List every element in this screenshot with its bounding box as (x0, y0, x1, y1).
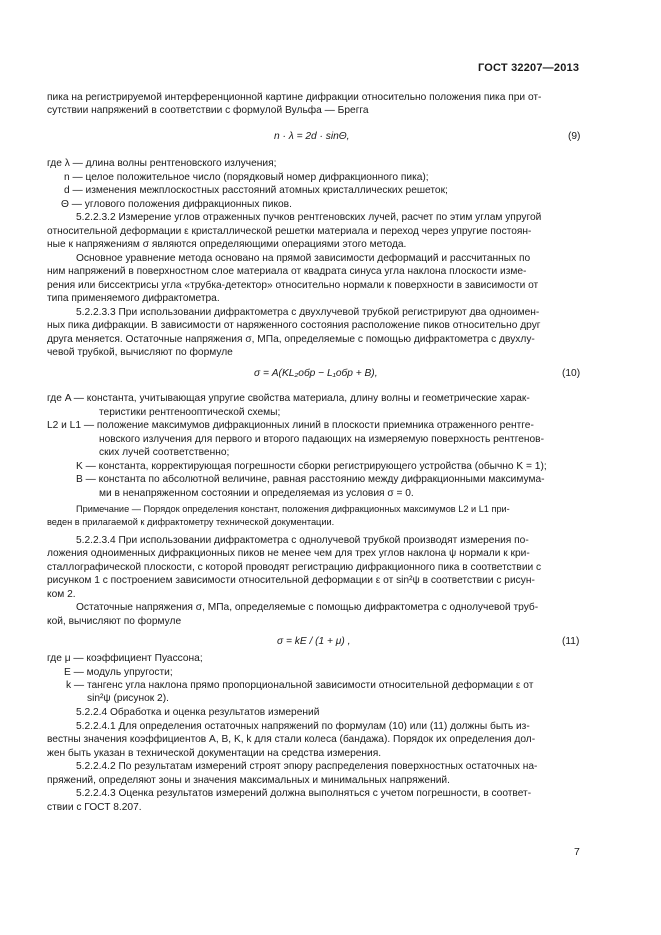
formula-10-number: (10) (562, 368, 581, 379)
definition-B: B — константа по абсолютной величине, равная расстоянию между дифракционными максимума- (76, 474, 545, 485)
text-line: ных пика дифракции. В зависимости от наряженного состояния расположение пиков относительно друг (47, 320, 541, 331)
formula-11-number: (11) (562, 636, 580, 647)
formula-11: σ = kE / (1 + μ) , (277, 636, 351, 647)
definition-n: n — целое положительное число (порядковый номер дифракционного пика); (64, 172, 429, 183)
text-line: сталлографической плоскости, с которой проводят регистрацию дифракционного пика в соответствии с (47, 562, 542, 573)
text-line: вестны значения коэффициентов A, B, K, k для стали колеса (бандажа). Порядок их определения дол- (47, 734, 536, 745)
formula-10: σ = A(KL₂обр − L₁обр + B), (254, 368, 378, 379)
text-line: пряжений, определяют зоны и значения максимальных и минимальных напряжений. (47, 775, 450, 786)
paragraph-main-equation: Основное уравнение метода основано на прямой зависимости деформаций и рассчитанных по (76, 253, 531, 264)
text-line: друга меняется. Остаточные напряжения σ, МПа, определяемые с помощью дифрактометра с двухлу- (47, 334, 535, 345)
definition-K: K — константа, корректирующая погрешности сборки регистрирующего устройства (обычно K = 1); (76, 461, 547, 472)
paragraph-5-2-2-4-3: 5.2.2.4.3 Оценка результатов измерений должна выполняться с учетом погрешности, в соответ- (76, 788, 532, 799)
text-line: жен быть указан в технической документации на средства измерения. (47, 748, 382, 759)
text-line: типа применяемого дифрактометра. (47, 293, 220, 304)
text-line: теристики рентгенооптической схемы; (99, 407, 281, 418)
definition-L: L2 и L1 — положение максимумов дифракционных линий в плоскости приемника отраженного рентге- (47, 420, 534, 431)
definition-A: где A — константа, учитывающая упругие свойства материала, длину волны и геометрические харак- (47, 393, 530, 404)
text-line: кой, вычисляют по формуле (47, 616, 182, 627)
definition-lambda: где λ — длина волны рентгеновского излучения; (47, 158, 277, 169)
note-continued: веден в прилагаемой к дифрактометру технической документации. (47, 517, 335, 527)
text-line: относительной деформации ε кристаллической решетки материала и переход через упругие постоян- (47, 226, 532, 237)
text-line: ные к напряжениям σ являются определяющими операциями этого метода. (47, 239, 407, 250)
text-line: sin²ψ (рисунок 2). (87, 693, 169, 704)
text-line: ком 2. (47, 589, 76, 600)
text-line: ствии с ГОСТ 8.207. (47, 802, 142, 813)
paragraph-5-2-2-3-3: 5.2.2.3.3 При использовании дифрактометра с двухлучевой трубкой регистрируют два одноимен- (76, 307, 540, 318)
text-line: рисунком 1 с построением зависимости относительной деформации ε от sin²ψ в соответствии с рисун- (47, 575, 535, 586)
note: Примечание — Порядок определения констант, положения дифракционных максимумов L2 и L1 при- (76, 504, 510, 514)
text-line: чевой трубкой, вычисляют по формуле (47, 347, 233, 358)
page-number: 7 (574, 846, 580, 858)
paragraph-5-2-2-3-2: 5.2.2.3.2 Измерение углов отраженных пучков рентгеновских лучей, расчет по этим углам упругой (76, 212, 542, 223)
definition-theta: Θ — углового положения дифракционных пиков. (61, 199, 292, 210)
text-line: ми в ненапряженном состоянии и определяемая из условия σ = 0. (99, 488, 414, 499)
paragraph-single-tube: Остаточные напряжения σ, МПа, определяемые с помощью дифрактометра с однолучевой труб- (76, 602, 539, 613)
definition-mu: где μ — коэффициент Пуассона; (47, 653, 203, 664)
text-line: ложения одноименных дифракционных пиков не менее чем для трех углов наклона ψ нормали к кри- (47, 548, 530, 559)
paragraph-5-2-2-4-1: 5.2.2.4.1 Для определения остаточных напряжений по формулам (10) или (11) должны быть из- (76, 721, 530, 732)
text-line: ских лучей соответственно; (99, 447, 230, 458)
text-line: пика на регистрируемой интерференционной картине дифракции относительно положения пика при от- (47, 92, 542, 103)
text-line: сутствии напряжений в соответствии с формулой Вульфа — Брегга (47, 105, 369, 116)
formula-9: n · λ = 2d · sinΘ, (274, 131, 350, 142)
definition-d: d — изменения межплоскостных расстояний атомных кристаллических решеток; (64, 185, 448, 196)
paragraph-5-2-2-4-2: 5.2.2.4.2 По результатам измерений строят эпюру распределения поверхностных остаточных на- (76, 761, 538, 772)
text-line: рения или биссектрисы угла «трубка-детектор» относительно нормали к поверхности в зависимости от (47, 280, 539, 291)
text-line: ним напряжений в поверхностном слое материала от квадрата синуса угла наклона плоскости изме- (47, 266, 527, 277)
text-line: новского излучения для первого и второго падающих на измеряемую поверхность рентгенов- (99, 434, 544, 445)
formula-9-number: (9) (568, 131, 581, 142)
paragraph-5-2-2-3-4: 5.2.2.3.4 При использовании дифрактометра с однолучевой трубкой производят измерения по- (76, 535, 529, 546)
definition-E: E — модуль упругости; (64, 667, 173, 678)
document-header: ГОСТ 32207—2013 (478, 62, 580, 74)
definition-k: k — тангенс угла наклона прямо пропорциональной зависимости относительной деформации ε от (66, 680, 534, 691)
section-5-2-2-4: 5.2.2.4 Обработка и оценка результатов измерений (76, 707, 320, 718)
